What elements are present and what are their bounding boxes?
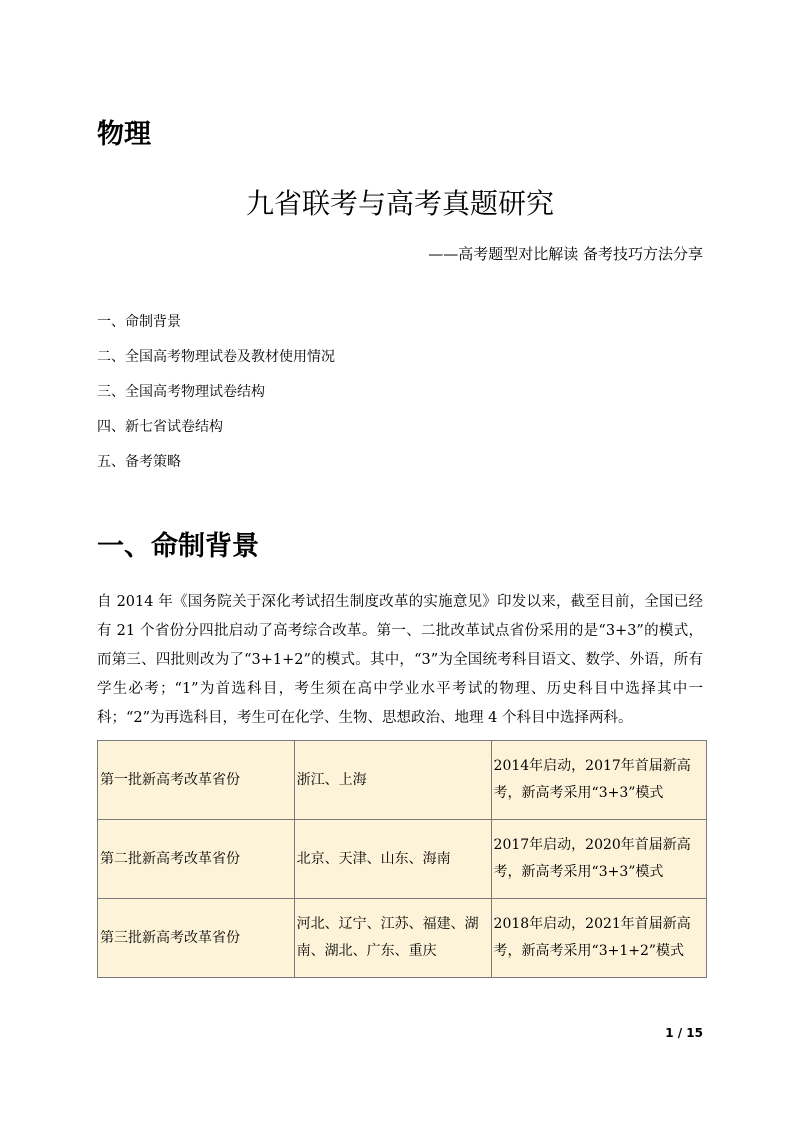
toc-item: 四、新七省试卷结构 xyxy=(97,419,223,435)
reform-batch-table xyxy=(97,740,707,978)
batch-cell: 第三批新高考改革省份 xyxy=(98,899,295,978)
toc-item: 三、全国高考物理试卷结构 xyxy=(97,384,265,400)
batch-cell: 第一批新高考改革省份 xyxy=(98,741,295,820)
note-cell: 2014年启动，2017年首届新高考，新高考采用“3+3”模式 xyxy=(491,741,706,820)
subject-label: 物理 xyxy=(97,119,151,150)
note-cell: 2017年启动，2020年首届新高考，新高考采用“3+3”模式 xyxy=(491,820,706,899)
section-heading: 一、命制背景 xyxy=(97,531,259,562)
provinces-cell: 河北、辽宁、江苏、福建、湖南、湖北、广东、重庆 xyxy=(294,899,491,978)
provinces-cell: 北京、天津、山东、海南 xyxy=(294,820,491,899)
table-row xyxy=(98,899,707,978)
table-of-contents xyxy=(97,312,335,487)
toc-item: 五、备考策略 xyxy=(97,454,181,470)
table-row xyxy=(98,741,707,820)
table-row xyxy=(98,820,707,899)
document-subtitle: ——高考题型对比解读 备考技巧方法分享 xyxy=(428,245,703,263)
page-number: 1 / 15 xyxy=(665,1026,703,1040)
toc-item: 二、全国高考物理试卷及教材使用情况 xyxy=(97,349,335,365)
provinces-cell: 浙江、上海 xyxy=(294,741,491,820)
document-title: 九省联考与高考真题研究 xyxy=(245,187,554,220)
batch-cell: 第二批新高考改革省份 xyxy=(98,820,295,899)
toc-item: 一、命制背景 xyxy=(97,314,181,330)
note-cell: 2018年启动，2021年首届新高考，新高考采用“3+1+2”模式 xyxy=(491,899,706,978)
body-paragraph: 自 2014 年《国务院关于深化考试招生制度改革的实施意见》印发以来，截至目前，全国已经有 21 个省份分四批启动了高考综合改革。第一、二批改革试点省份采用的是“3+3”的模式，而第三、四批则改为了“3+1+2”的模式。其中，“3”为全国统考科目语文、数学、外语，所有学生必考；“1”为首选科目，考生须在高中学业水平考试的物理、历史科目中选择其中一科；“2”为再选科目，考生可在化学、生物、思想政治、地理 4 个科目中选择两科。 xyxy=(97,594,703,726)
